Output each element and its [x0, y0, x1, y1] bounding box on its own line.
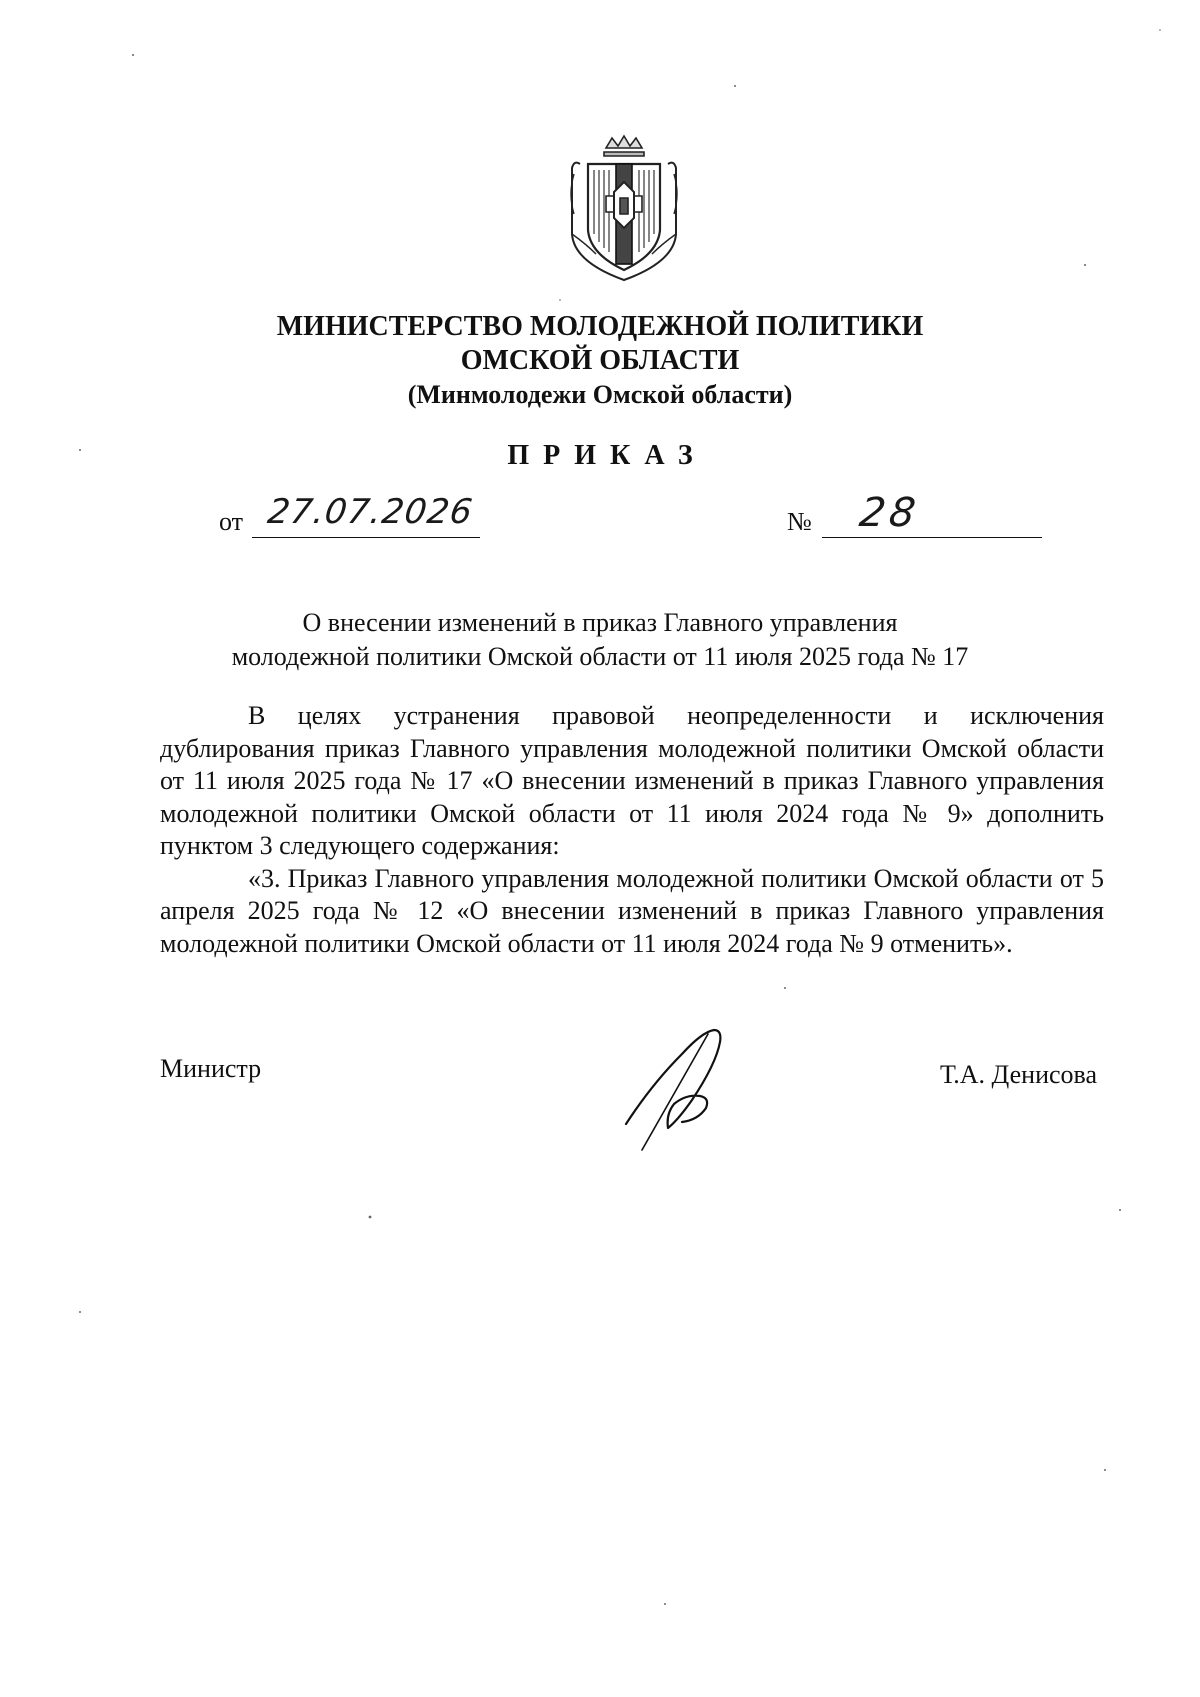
- document-date: 27.07.2026: [265, 492, 476, 532]
- signatory-name: Т.А. Денисова: [940, 1060, 1097, 1089]
- organization-abbreviation: (Минмолодежи Омской области): [407, 380, 793, 409]
- organization-region: ОМСКОЙ ОБЛАСТИ: [460, 345, 740, 376]
- body-paragraph-1: В целях устранения правовой неопределенности и исключения дублирования приказ Главного управления молодежной политики Омской области от 11 июля 2025 года № 17 «О внесении изменений в приказ Главного управления молодежной политики Омской области от 11 июля 2024 года № 9» дополнить пунктом 3 следующего содержания:: [160, 701, 1104, 860]
- signatory-title: Министр: [160, 1054, 262, 1083]
- date-underline: [252, 537, 480, 538]
- document-body: [160, 700, 1104, 960]
- coat-of-arms-icon: [566, 134, 682, 284]
- number-underline: [822, 537, 1042, 538]
- handwritten-signature: [622, 1024, 742, 1154]
- body-paragraph-2: «3. Приказ Главного управления молодежной политики Омской области от 5 апреля 2025 года № 12 «О внесении изменений в приказ Главного управления молодежной политики Омской области от 11 июля 2024 года № 9 отменить».: [160, 863, 1104, 958]
- number-prefix: №: [787, 507, 812, 536]
- date-prefix: от: [219, 507, 244, 536]
- document-type-title: ПРИКАЗ: [507, 440, 707, 471]
- subject-line-1: О внесении изменений в приказ Главного управления: [302, 608, 898, 637]
- subject-line-2: молодежной политики Омской области от 11 июля 2025 года № 17: [231, 642, 969, 671]
- organization-name: МИНИСТЕРСТВО МОЛОДЕЖНОЙ ПОЛИТИКИ: [276, 311, 924, 342]
- document-number: 28: [856, 490, 923, 536]
